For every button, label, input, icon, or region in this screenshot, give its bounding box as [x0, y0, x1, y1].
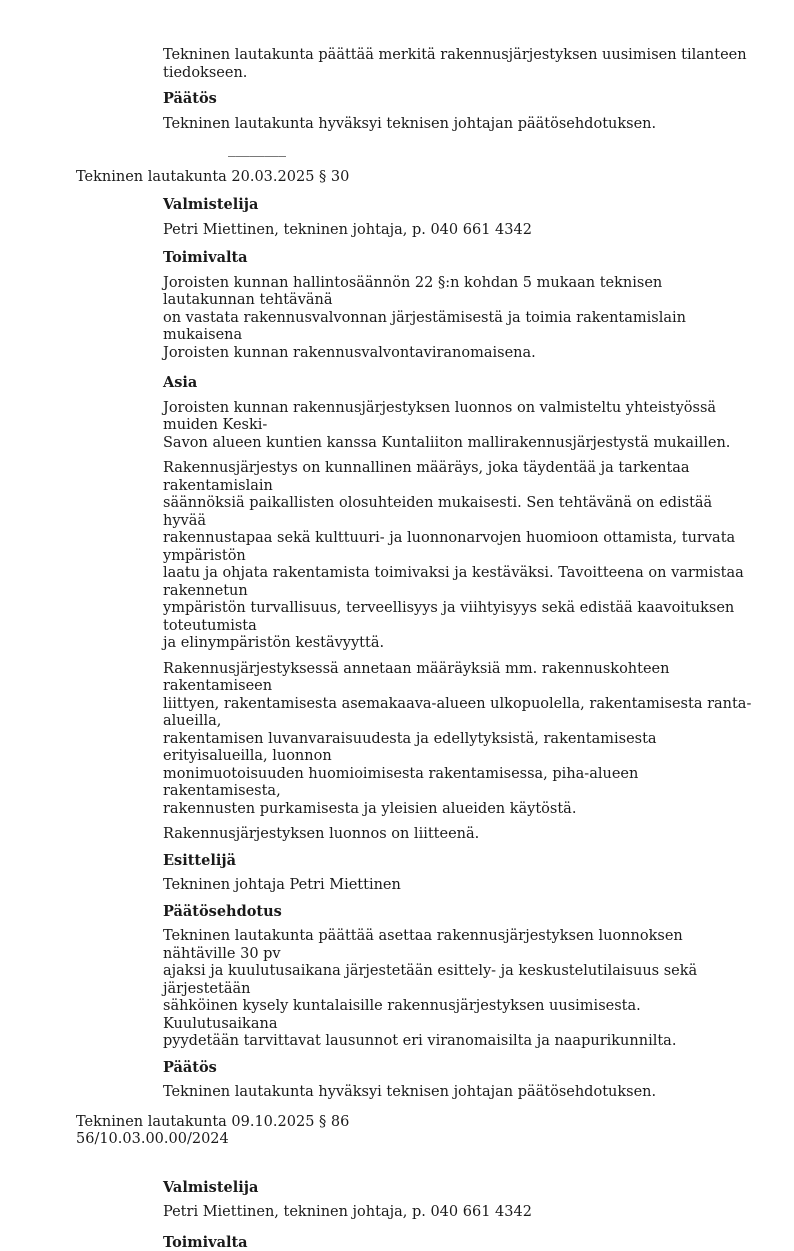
asia-paragraph-4: Rakennusjärjestyksen luonnos on liitteenä. — [163, 826, 754, 844]
asia-paragraph-2: Rakennusjärjestys on kunnallinen määräys, joka täydentää ja tarkentaa rakentamislain säännöksiä paikallisten olosuhteiden mukaisesti. Sen tehtävänä on edistää hyvää rakennustapaa sekä kulttuuri- ja luonnonarvojen huomioon ottamista, turvata ympäristön laatu ja ohjata rakentamista toimivaksi ja kestäväksi. Tavoitteena on varmistaa rakennetun ympäristön turvallisuus, terveellisyys ja viihtyisyys sekä edistää kaavoituksen toteutumista ja elinympäristön kestävyyttä. — [163, 460, 754, 653]
section-item-86 — [76, 1114, 754, 1251]
paatos-text: Tekninen lautakunta hyväksyi teknisen johtajan päätösehdotuksen. — [163, 116, 754, 134]
esittelija-text: Tekninen johtaja Petri Miettinen — [163, 877, 754, 895]
esittelija-heading: Esittelijä — [163, 852, 754, 870]
item-86-header: Tekninen lautakunta 09.10.2025 § 86 56/10.03.00.00/2024 — [76, 1114, 754, 1149]
item-30-header: Tekninen lautakunta 20.03.2025 § 30 — [76, 169, 754, 187]
paatos-text: Tekninen lautakunta hyväksyi teknisen johtajan päätösehdotuksen. — [163, 1084, 754, 1102]
item-divider-line: ________ — [228, 141, 754, 159]
asia-paragraph-1: Joroisten kunnan rakennusjärjestyksen luonnos on valmisteltu yhteistyössä muiden Keski- Savon alueen kuntien kanssa Kuntaliiton mallirakennusjärjestystä mukaillen. — [163, 400, 754, 453]
toimivalta-text: Joroisten kunnan hallintosäännön 22 §:n kohdan 5 mukaan teknisen lautakunnan tehtävänä on vastata rakennusvalvonnan järjestämisestä ja toimia rakentamislain mukaisena Joroisten kunnan rakennusvalvontaviranomaisena. — [163, 275, 754, 363]
toimivalta-heading: Toimivalta — [163, 249, 754, 267]
asia-heading: Asia — [163, 374, 754, 392]
valmistelija-text: Petri Miettinen, tekninen johtaja, p. 040 661 4342 — [163, 1204, 754, 1222]
paatos-heading: Päätös — [163, 90, 754, 108]
asia-paragraph-3: Rakennusjärjestyksessä annetaan määräyksiä mm. rakennuskohteen rakentamiseen liittyen, rakentamisesta asemakaava-alueen ulkopuolella, rakentamisesta ranta-alueilla, rakentamisen luvanvaraisuudesta ja edellytyksistä, rakentamisesta erityisalueilla, luonnon monimuotoisuuden huomioimisesta rakentamisessa, piha-alueen rakentamisesta, rakennusten purkamisesta ja yleisien alueiden käytöstä. — [163, 661, 754, 819]
previous-item-resolution-text: Tekninen lautakunta päättää merkitä rakennusjärjestyksen uusimisen tilanteen tiedokseen. — [163, 47, 754, 82]
paatosehdotus-text: Tekninen lautakunta päättää asettaa rakennusjärjestyksen luonnoksen nähtäville 30 pv ajaksi ja kuulutusaikana järjestetään esittely- ja keskustelutilaisuus sekä järjestetään sähköinen kysely kuntalaisille rakennusjärjestyksen uusimisesta. Kuulutusaikana pyydetään tarvittavat lausunnot eri viranomaisilta ja naapurikunnilta. — [163, 928, 754, 1051]
paatosehdotus-heading: Päätösehdotus — [163, 903, 754, 921]
section-previous-item — [76, 47, 754, 159]
section-item-30 — [76, 169, 754, 1102]
valmistelija-heading: Valmistelija — [163, 1179, 754, 1197]
paatos-heading: Päätös — [163, 1059, 754, 1077]
valmistelija-text: Petri Miettinen, tekninen johtaja, p. 040 661 4342 — [163, 222, 754, 240]
toimivalta-heading: Toimivalta — [163, 1234, 754, 1251]
valmistelija-heading: Valmistelija — [163, 196, 754, 214]
